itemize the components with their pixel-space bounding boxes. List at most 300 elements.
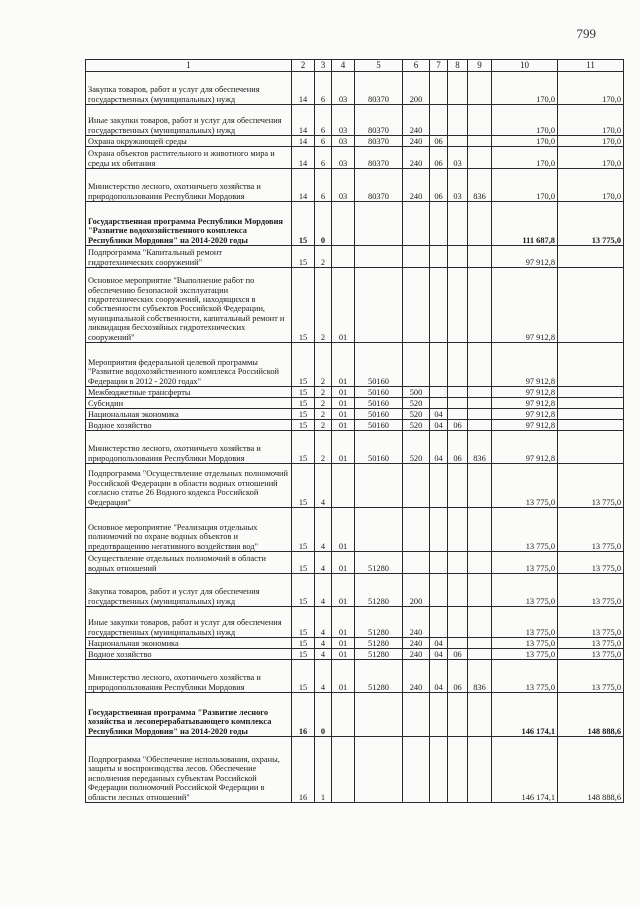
section-code: 14 — [292, 105, 315, 136]
amount-col11: 13 775,0 — [558, 574, 624, 607]
expense-type: 240 — [403, 105, 430, 136]
amount-col10: 111 687,8 — [492, 202, 558, 246]
amount-col11: 13 775,0 — [558, 607, 624, 638]
ministry-code: 836 — [468, 169, 492, 202]
amount-col11 — [558, 343, 624, 387]
program-code: 03 — [332, 136, 355, 147]
chapter-code — [430, 552, 448, 574]
section-code: 15 — [292, 574, 315, 607]
chapter-code — [430, 508, 448, 552]
subsection-code: 4 — [315, 464, 332, 508]
chapter-code: 06 — [430, 136, 448, 147]
subsection-code: 2 — [315, 431, 332, 464]
table-row — [86, 246, 624, 268]
section-code: 15 — [292, 268, 315, 343]
amount-col10: 97 912,8 — [492, 420, 558, 431]
program-code: 01 — [332, 574, 355, 607]
program-code: 01 — [332, 660, 355, 693]
section-code: 15 — [292, 398, 315, 409]
expense-type: 240 — [403, 136, 430, 147]
expense-type — [403, 202, 430, 246]
section-code: 15 — [292, 660, 315, 693]
section-code: 15 — [292, 202, 315, 246]
ministry-code — [468, 574, 492, 607]
section-code: 15 — [292, 649, 315, 660]
expense-type: 240 — [403, 638, 430, 649]
row-name: Осуществление отдельных полномочий в области водных отношений — [86, 552, 292, 574]
amount-col11: 13 775,0 — [558, 202, 624, 246]
ministry-code — [468, 398, 492, 409]
table-row — [86, 607, 624, 638]
subchapter-code — [448, 508, 468, 552]
amount-col11: 170,0 — [558, 72, 624, 105]
chapter-code — [430, 574, 448, 607]
section-code: 15 — [292, 246, 315, 268]
column-header-2: 2 — [292, 60, 315, 72]
expense-type: 200 — [403, 72, 430, 105]
amount-col10: 97 912,8 — [492, 398, 558, 409]
amount-col10: 97 912,8 — [492, 387, 558, 398]
row-name: Основное мероприятие "Выполнение работ по обеспечению безопасной эксплуатации гидротехнических сооружений, находящихся в собственности субъектов Российской Федерации, муниципальной собственности, капитальный ремонт и ликвидация бесхозяйных гидротехнических сооружений" — [86, 268, 292, 343]
target-code: 80370 — [355, 105, 403, 136]
table-row — [86, 202, 624, 246]
ministry-code — [468, 136, 492, 147]
target-code: 80370 — [355, 169, 403, 202]
chapter-code: 04 — [430, 660, 448, 693]
amount-col11 — [558, 246, 624, 268]
chapter-code — [430, 72, 448, 105]
program-code: 03 — [332, 72, 355, 105]
expense-type: 240 — [403, 147, 430, 169]
expense-type — [403, 508, 430, 552]
subsection-code: 4 — [315, 607, 332, 638]
column-header-5: 5 — [355, 60, 403, 72]
subsection-code: 6 — [315, 72, 332, 105]
program-code: 01 — [332, 387, 355, 398]
amount-col10: 97 912,8 — [492, 431, 558, 464]
target-code: 50160 — [355, 387, 403, 398]
ministry-code — [468, 105, 492, 136]
table-row — [86, 387, 624, 398]
table-row — [86, 409, 624, 420]
row-name: Подпрограмма "Обеспечение использования, охраны, защиты и воспроизводства лесов. Обеспечение исполнения переданных субъектам Российской Федерации полномочий Российской Федерации в области лесных отношений" — [86, 737, 292, 803]
row-name: Подпрограмма "Осуществление отдельных полномочий Российской Федерации в области водных отношений согласно статье 26 Водного кодекса Российской Федерации" — [86, 464, 292, 508]
amount-col10: 13 775,0 — [492, 508, 558, 552]
subchapter-code — [448, 246, 468, 268]
chapter-code — [430, 464, 448, 508]
amount-col11: 13 775,0 — [558, 552, 624, 574]
chapter-code: 06 — [430, 169, 448, 202]
amount-col10: 13 775,0 — [492, 638, 558, 649]
chapter-code — [430, 607, 448, 638]
ministry-code — [468, 552, 492, 574]
subsection-code: 4 — [315, 649, 332, 660]
amount-col10: 97 912,8 — [492, 409, 558, 420]
target-code — [355, 737, 403, 803]
subsection-code: 6 — [315, 147, 332, 169]
amount-col11: 148 888,6 — [558, 693, 624, 737]
expense-type: 240 — [403, 169, 430, 202]
ministry-code — [468, 464, 492, 508]
program-code: 03 — [332, 105, 355, 136]
target-code: 80370 — [355, 136, 403, 147]
table-row — [86, 343, 624, 387]
target-code — [355, 246, 403, 268]
chapter-code — [430, 387, 448, 398]
amount-col11: 170,0 — [558, 136, 624, 147]
expense-type: 520 — [403, 398, 430, 409]
row-name: Межбюджетные трансферты — [86, 387, 292, 398]
ministry-code — [468, 508, 492, 552]
subchapter-code — [448, 409, 468, 420]
section-code: 14 — [292, 136, 315, 147]
target-code: 51280 — [355, 638, 403, 649]
program-code — [332, 693, 355, 737]
amount-col11 — [558, 409, 624, 420]
subchapter-code: 03 — [448, 147, 468, 169]
ministry-code — [468, 693, 492, 737]
subchapter-code — [448, 136, 468, 147]
column-header-9: 9 — [468, 60, 492, 72]
section-code: 15 — [292, 552, 315, 574]
table-row — [86, 737, 624, 803]
row-name: Иные закупки товаров, работ и услуг для обеспечения государственных (муниципальных) нужд — [86, 607, 292, 638]
chapter-code — [430, 343, 448, 387]
table-row — [86, 431, 624, 464]
table-row — [86, 464, 624, 508]
ministry-code — [468, 420, 492, 431]
expense-type: 520 — [403, 409, 430, 420]
expense-type: 240 — [403, 607, 430, 638]
ministry-code — [468, 268, 492, 343]
program-code: 01 — [332, 607, 355, 638]
amount-col11 — [558, 398, 624, 409]
row-name: Закупка товаров, работ и услуг для обеспечения государственных (муниципальных) нужд — [86, 72, 292, 105]
program-code: 01 — [332, 552, 355, 574]
chapter-code: 04 — [430, 409, 448, 420]
expense-type: 240 — [403, 660, 430, 693]
target-code: 50160 — [355, 398, 403, 409]
row-name: Министерство лесного, охотничьего хозяйства и природопользования Республики Мордовия — [86, 660, 292, 693]
subchapter-code — [448, 737, 468, 803]
target-code: 50160 — [355, 343, 403, 387]
section-code: 15 — [292, 420, 315, 431]
subsection-code: 6 — [315, 136, 332, 147]
row-name: Мероприятия федеральной целевой программы "Развитие водохозяйственного комплекса Российской Федерации в 2012 - 2020 годах" — [86, 343, 292, 387]
amount-col10: 13 775,0 — [492, 607, 558, 638]
ministry-code — [468, 649, 492, 660]
program-code: 01 — [332, 431, 355, 464]
amount-col11: 13 775,0 — [558, 660, 624, 693]
subsection-code: 2 — [315, 246, 332, 268]
target-code: 51280 — [355, 552, 403, 574]
amount-col11: 13 775,0 — [558, 464, 624, 508]
amount-col11: 13 775,0 — [558, 638, 624, 649]
expense-type — [403, 246, 430, 268]
subsection-code: 2 — [315, 268, 332, 343]
subchapter-code: 06 — [448, 649, 468, 660]
subchapter-code: 03 — [448, 169, 468, 202]
row-name: Охрана окружающей среды — [86, 136, 292, 147]
ministry-code: 836 — [468, 660, 492, 693]
ministry-code — [468, 72, 492, 105]
subchapter-code — [448, 343, 468, 387]
section-code: 15 — [292, 387, 315, 398]
row-name: Министерство лесного, охотничьего хозяйства и природопользования Республики Мордовия — [86, 169, 292, 202]
amount-col11: 170,0 — [558, 147, 624, 169]
amount-col11 — [558, 268, 624, 343]
subsection-code: 2 — [315, 387, 332, 398]
chapter-code — [430, 202, 448, 246]
section-code: 15 — [292, 607, 315, 638]
table-row — [86, 660, 624, 693]
chapter-code: 04 — [430, 649, 448, 660]
row-name: Охрана объектов растительного и животного мира и среды их обитания — [86, 147, 292, 169]
amount-col11: 170,0 — [558, 105, 624, 136]
row-name: Государственная программа "Развитие лесного хозяйства и лесоперерабатывающего комплекса Республики Мордовия" на 2014-2020 годы — [86, 693, 292, 737]
row-name: Государственная программа Республики Мордовия "Развитие водохозяйственного комплекса Республики Мордовия" на 2014-2020 годы — [86, 202, 292, 246]
column-header-4: 4 — [332, 60, 355, 72]
table-row — [86, 693, 624, 737]
row-name: Основное мероприятие "Реализация отдельных полномочий по охране водных объектов и предотвращению негативного воздействия вод" — [86, 508, 292, 552]
target-code — [355, 693, 403, 737]
subchapter-code — [448, 268, 468, 343]
target-code: 50160 — [355, 420, 403, 431]
target-code: 51280 — [355, 660, 403, 693]
program-code: 01 — [332, 638, 355, 649]
amount-col10: 170,0 — [492, 147, 558, 169]
table-row — [86, 649, 624, 660]
chapter-code — [430, 737, 448, 803]
target-code: 50160 — [355, 409, 403, 420]
target-code: 80370 — [355, 147, 403, 169]
expense-type — [403, 343, 430, 387]
subchapter-code — [448, 202, 468, 246]
subchapter-code: 06 — [448, 420, 468, 431]
subsection-code: 0 — [315, 202, 332, 246]
subsection-code: 0 — [315, 693, 332, 737]
expense-type — [403, 693, 430, 737]
section-code: 15 — [292, 343, 315, 387]
header-row — [86, 60, 624, 72]
subsection-code: 6 — [315, 105, 332, 136]
amount-col10: 97 912,8 — [492, 343, 558, 387]
amount-col10: 13 775,0 — [492, 552, 558, 574]
program-code: 03 — [332, 169, 355, 202]
amount-col10: 170,0 — [492, 105, 558, 136]
column-header-8: 8 — [448, 60, 468, 72]
chapter-code — [430, 693, 448, 737]
program-code: 03 — [332, 147, 355, 169]
row-name: Закупка товаров, работ и услуг для обеспечения государственных (муниципальных) нужд — [86, 574, 292, 607]
section-code: 14 — [292, 147, 315, 169]
chapter-code — [430, 268, 448, 343]
table-row — [86, 169, 624, 202]
target-code: 51280 — [355, 574, 403, 607]
section-code: 15 — [292, 638, 315, 649]
table-row — [86, 136, 624, 147]
chapter-code — [430, 105, 448, 136]
target-code — [355, 464, 403, 508]
expense-type: 520 — [403, 431, 430, 464]
ministry-code — [468, 343, 492, 387]
row-name: Водное хозяйство — [86, 420, 292, 431]
chapter-code — [430, 398, 448, 409]
subsection-code: 2 — [315, 398, 332, 409]
subsection-code: 2 — [315, 343, 332, 387]
amount-col11: 170,0 — [558, 169, 624, 202]
subsection-code: 6 — [315, 169, 332, 202]
table-row — [86, 147, 624, 169]
section-code: 15 — [292, 431, 315, 464]
ministry-code — [468, 202, 492, 246]
row-name: Подпрограмма "Капитальный ремонт гидротехнических сооружений" — [86, 246, 292, 268]
subsection-code: 4 — [315, 638, 332, 649]
target-code — [355, 268, 403, 343]
amount-col10: 13 775,0 — [492, 574, 558, 607]
amount-col10: 13 775,0 — [492, 464, 558, 508]
expense-type — [403, 464, 430, 508]
subsection-code: 4 — [315, 660, 332, 693]
expense-type: 240 — [403, 649, 430, 660]
subsection-code: 2 — [315, 420, 332, 431]
subchapter-code — [448, 552, 468, 574]
table-row — [86, 105, 624, 136]
amount-col10: 170,0 — [492, 169, 558, 202]
ministry-code — [468, 147, 492, 169]
expense-type — [403, 268, 430, 343]
program-code: 01 — [332, 343, 355, 387]
program-code — [332, 737, 355, 803]
table-row — [86, 420, 624, 431]
program-code — [332, 246, 355, 268]
amount-col11: 13 775,0 — [558, 649, 624, 660]
subsection-code: 4 — [315, 552, 332, 574]
expense-type: 200 — [403, 574, 430, 607]
chapter-code: 04 — [430, 420, 448, 431]
amount-col11 — [558, 387, 624, 398]
program-code: 01 — [332, 649, 355, 660]
subchapter-code — [448, 693, 468, 737]
row-name: Водное хозяйство — [86, 649, 292, 660]
subsection-code: 4 — [315, 574, 332, 607]
table-body — [86, 72, 624, 803]
chapter-code — [430, 246, 448, 268]
budget-table — [85, 59, 624, 803]
column-header-6: 6 — [403, 60, 430, 72]
amount-col10: 97 912,8 — [492, 246, 558, 268]
program-code — [332, 464, 355, 508]
ministry-code — [468, 638, 492, 649]
amount-col11 — [558, 420, 624, 431]
row-name: Национальная экономика — [86, 409, 292, 420]
ministry-code — [468, 387, 492, 398]
chapter-code: 06 — [430, 147, 448, 169]
row-name: Национальная экономика — [86, 638, 292, 649]
table-row — [86, 398, 624, 409]
amount-col11 — [558, 431, 624, 464]
subchapter-code — [448, 638, 468, 649]
amount-col10: 13 775,0 — [492, 649, 558, 660]
subchapter-code: 06 — [448, 660, 468, 693]
table-row — [86, 268, 624, 343]
section-code: 14 — [292, 72, 315, 105]
row-name: Субсидии — [86, 398, 292, 409]
row-name: Министерство лесного, охотничьего хозяйства и природопользования Республики Мордовия — [86, 431, 292, 464]
column-header-3: 3 — [315, 60, 332, 72]
amount-col10: 170,0 — [492, 72, 558, 105]
section-code: 16 — [292, 693, 315, 737]
ministry-code — [468, 607, 492, 638]
subsection-code: 2 — [315, 409, 332, 420]
target-code — [355, 202, 403, 246]
subchapter-code — [448, 574, 468, 607]
table-row — [86, 638, 624, 649]
program-code: 01 — [332, 508, 355, 552]
table-row — [86, 552, 624, 574]
subchapter-code — [448, 607, 468, 638]
table-row — [86, 72, 624, 105]
section-code: 14 — [292, 169, 315, 202]
ministry-code: 836 — [468, 431, 492, 464]
program-code: 01 — [332, 420, 355, 431]
target-code: 80370 — [355, 72, 403, 105]
expense-type — [403, 737, 430, 803]
section-code: 15 — [292, 409, 315, 420]
expense-type: 500 — [403, 387, 430, 398]
row-name: Иные закупки товаров, работ и услуг для обеспечения государственных (муниципальных) нужд — [86, 105, 292, 136]
amount-col10: 13 775,0 — [492, 660, 558, 693]
subchapter-code — [448, 398, 468, 409]
section-code: 15 — [292, 464, 315, 508]
amount-col10: 146 174,1 — [492, 693, 558, 737]
page-number: 799 — [576, 26, 596, 41]
amount-col11: 148 888,6 — [558, 737, 624, 803]
section-code: 16 — [292, 737, 315, 803]
program-code: 01 — [332, 409, 355, 420]
chapter-code: 04 — [430, 638, 448, 649]
table-row — [86, 574, 624, 607]
expense-type: 520 — [403, 420, 430, 431]
chapter-code: 04 — [430, 431, 448, 464]
target-code: 51280 — [355, 649, 403, 660]
subchapter-code — [448, 387, 468, 398]
section-code: 15 — [292, 508, 315, 552]
program-code: 01 — [332, 398, 355, 409]
subchapter-code — [448, 72, 468, 105]
subchapter-code — [448, 464, 468, 508]
ministry-code — [468, 737, 492, 803]
target-code: 50160 — [355, 431, 403, 464]
ministry-code — [468, 246, 492, 268]
table-row — [86, 508, 624, 552]
column-header-7: 7 — [430, 60, 448, 72]
amount-col10: 146 174,1 — [492, 737, 558, 803]
program-code — [332, 202, 355, 246]
column-header-11: 11 — [558, 60, 624, 72]
subchapter-code — [448, 105, 468, 136]
expense-type — [403, 552, 430, 574]
ministry-code — [468, 409, 492, 420]
column-header-1: 1 — [86, 60, 292, 72]
program-code: 01 — [332, 268, 355, 343]
target-code — [355, 508, 403, 552]
subsection-code: 4 — [315, 508, 332, 552]
column-header-10: 10 — [492, 60, 558, 72]
subchapter-code: 06 — [448, 431, 468, 464]
amount-col10: 170,0 — [492, 136, 558, 147]
target-code: 51280 — [355, 607, 403, 638]
